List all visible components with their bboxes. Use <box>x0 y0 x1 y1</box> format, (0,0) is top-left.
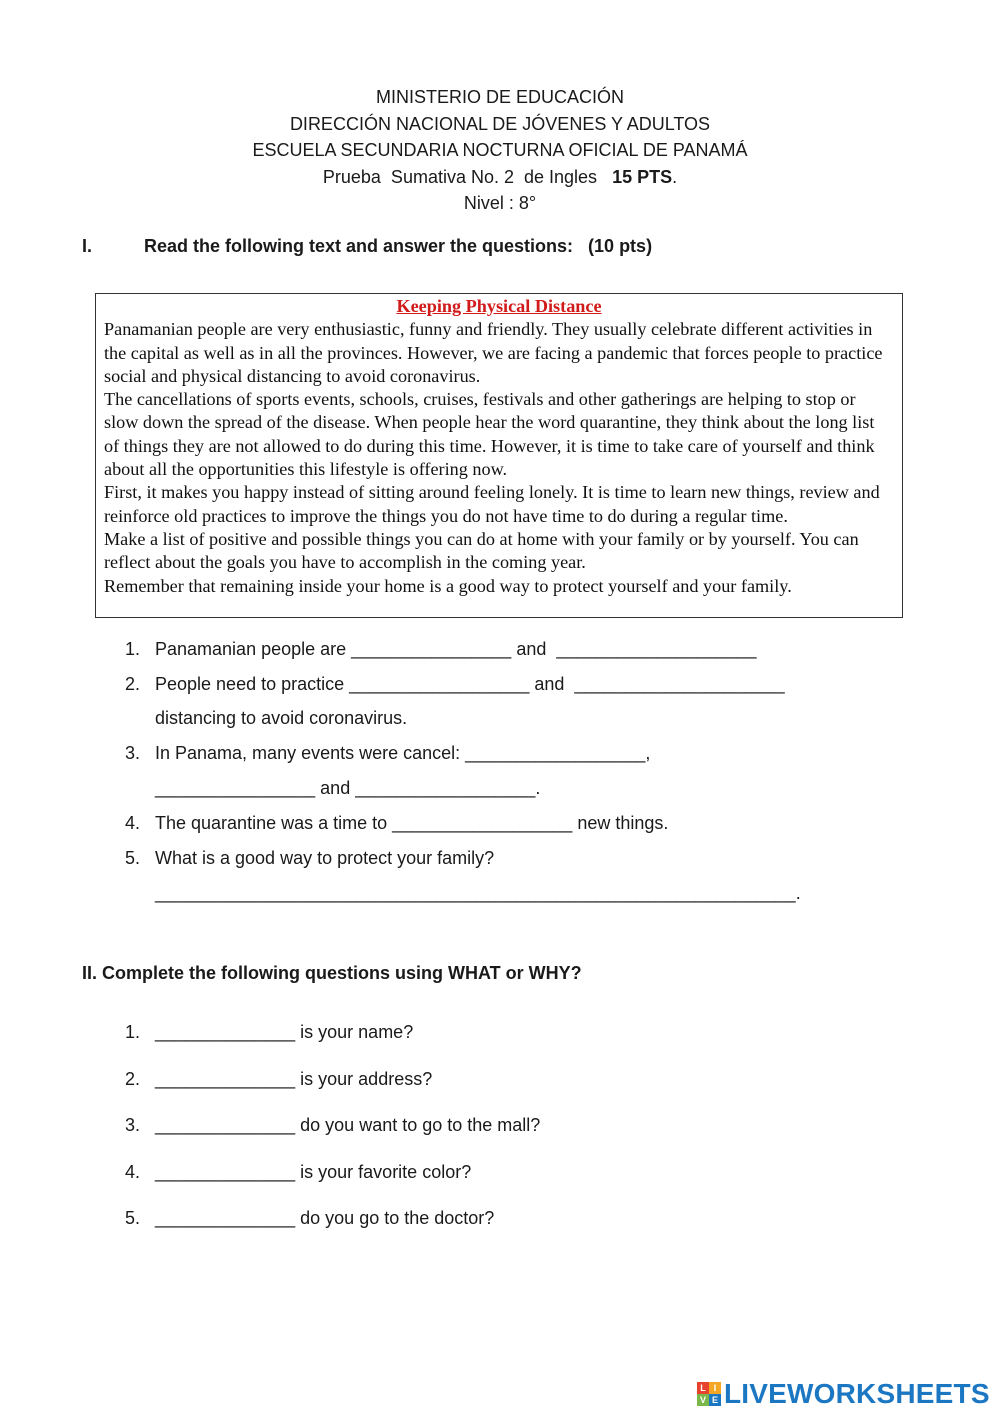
reading-paragraph: First, it makes you happy instead of sitting around feeling lonely. It is time to learn new things, review and reinforce old practices to improve the things you do not have time to do during a regular time. <box>104 482 880 526</box>
question-text[interactable]: ______________ do you want to go to the mall? <box>155 1115 541 1135</box>
question-text[interactable]: ______________ is your favorite color? <box>155 1162 472 1182</box>
ministry-line: MINISTERIO DE EDUCACIÓN <box>375 87 625 107</box>
question-text[interactable]: ______________ do you go to the doctor? <box>155 1208 495 1228</box>
directorate-line: DIRECCIÓN NACIONAL DE JÓVENES Y ADULTOS <box>289 113 711 134</box>
question-text[interactable]: In Panama, many events were cancel: __________________, <box>155 743 651 763</box>
section-2-heading: II. Complete the following questions using WHAT or WHY? <box>82 963 582 983</box>
question-item <box>125 674 785 695</box>
question-item <box>125 1162 471 1183</box>
level-line: Nivel : 8° <box>463 193 537 213</box>
logo-mark-icon: L I V E <box>697 1382 721 1406</box>
question-continuation: distancing to avoid coronavirus. <box>155 708 408 728</box>
question-item <box>125 813 668 834</box>
document-header <box>0 84 1000 217</box>
question-item <box>125 639 757 660</box>
question-number: 3. <box>125 743 141 763</box>
reading-paragraph: Make a list of positive and possible things you can do at home with your family or by yourself. You can reflect about the goals you have to accomplish in the coming year. <box>104 528 859 573</box>
question-text[interactable]: The quarantine was a time to __________________ new things. <box>155 813 669 833</box>
question-text[interactable]: ______________ is your name? <box>155 1022 414 1042</box>
question-text: What is a good way to protect your family? <box>155 848 495 868</box>
logo-wordmark: LIVEWORKSHEETS <box>724 1378 990 1409</box>
question-item <box>125 1069 432 1090</box>
question-number: 1. <box>125 1022 141 1042</box>
question-item <box>125 1022 413 1043</box>
question-number: 5. <box>125 1208 141 1228</box>
reading-paragraph: The cancellations of sports events, schools, cruises, festivals and other gatherings are helping to stop or slow down the spread of the disease. When people hear the word quarantine, they think about the long list of things they are not allowed to do during this time. However, it is time to take care of yourself and think about all the opportunities this lifestyle is offering now. <box>104 389 875 480</box>
liveworksheets-logo <box>697 1378 990 1410</box>
question-number: 2. <box>125 1069 141 1089</box>
question-item <box>125 1208 494 1229</box>
question-item <box>125 1115 540 1136</box>
question-number: 4. <box>125 1162 141 1182</box>
question-text[interactable]: Panamanian people are ________________ and ____________________ <box>155 639 757 659</box>
reading-paragraph: Panamanian people are very enthusiastic, funny and friendly. They usually celebrate different activities in the capital as well as in all the provinces. However, we are facing a pandemic that forces people to practice social and physical distancing to avoid coronavirus. <box>104 319 883 386</box>
question-number: 4. <box>125 813 141 833</box>
question-text[interactable]: ______________ is your address? <box>155 1069 433 1089</box>
question-number: 5. <box>125 848 141 868</box>
question-number: 2. <box>125 674 141 694</box>
school-line: ESCUELA SECUNDARIA NOCTURNA OFICIAL DE PANAMÁ <box>252 140 748 160</box>
question-item <box>125 848 494 869</box>
points-label: 15 PTS <box>612 166 673 187</box>
question-text[interactable]: People need to practice __________________ and _____________________ <box>155 674 785 694</box>
section-1-heading <box>82 236 652 257</box>
reading-paragraph: Remember that remaining inside your home is a good way to protect yourself and your family. <box>104 575 792 596</box>
question-item <box>125 743 650 764</box>
question-continuation[interactable]: ________________ and __________________. <box>155 778 541 798</box>
question-number: 3. <box>125 1115 141 1135</box>
question-number: 1. <box>125 639 141 659</box>
reading-title: Keeping Physical Distance <box>396 296 602 316</box>
section-1-number: I. <box>82 236 93 256</box>
section-1-instruction: Read the following text and answer the questions: (10 pts) <box>144 236 653 256</box>
answer-blank-line[interactable]: ________________________________________________________________. <box>155 883 801 903</box>
test-title-line: Prueba Sumativa No. 2 de Ingles 15 PTS. <box>322 166 678 187</box>
reading-passage-box <box>95 293 903 618</box>
